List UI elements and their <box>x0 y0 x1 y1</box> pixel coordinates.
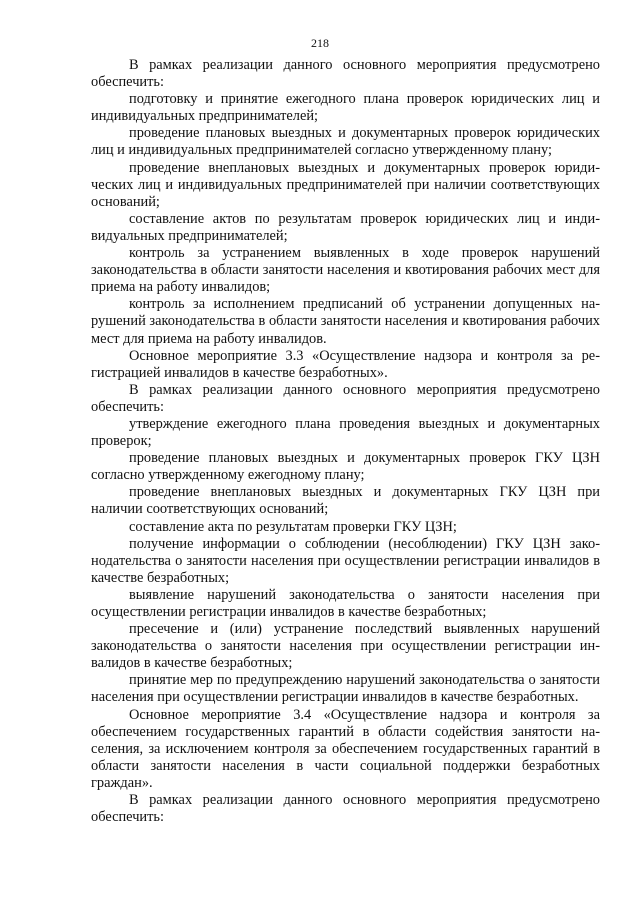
document-body <box>91 57 600 826</box>
paragraph: утверждение ежегодного плана проведения выездных и документарных проверок; <box>91 415 600 450</box>
paragraph: проведение плановых выездных и документарных проверок ГКУ ЦЗН согласно утвержденному ежегодному плану; <box>91 450 600 484</box>
paragraph: Основное мероприятие 3.3 «Осуществление надзора и контроля за регистрацией инвалидов в качестве безработных». <box>91 347 600 381</box>
paragraph: проведение внеплановых выездных и документарных проверок юридических лиц и индивидуальных предпринимателей при наличии соответствующих оснований; <box>91 159 600 210</box>
paragraph: подготовку и принятие ежегодного плана проверок юридических лиц и индивидуальных предпринимателей; <box>91 91 600 125</box>
paragraph: составление акта по результатам проверки ГКУ ЦЗН; <box>129 518 457 535</box>
paragraph: пресечение и (или) устранение последствий выявленных нарушений законодательства о занятости населения при осуществлении регистрации инвалидов в качестве безработных; <box>91 621 600 672</box>
paragraph: В рамках реализации данного основного мероприятия предусмотрено обеспечить: <box>91 381 600 415</box>
paragraph: контроль за исполнением предписаний об устранении допущенных нарушений законодательства в области занятости населения и квотирования рабочих мест для приема на работу инвалидов. <box>91 296 600 347</box>
paragraph: проведение плановых выездных и документарных проверок юридических лиц и индивидуальных предпринимателей согласно утвержденному плану; <box>91 125 600 159</box>
paragraph: проведение внеплановых выездных и документарных ГКУ ЦЗН при наличии соответствующих оснований; <box>91 484 600 518</box>
paragraph: составление актов по результатам проверок юридических лиц и индивидуальных предпринимателей; <box>91 210 600 244</box>
paragraph: принятие мер по предупреждению нарушений законодательства о занятости населения при осуществлении регистрации инвалидов в качестве безработных. <box>91 672 600 706</box>
paragraph: контроль за устранением выявленных в ходе проверок нарушений законодательства в области занятости населения и квотирования рабочих мест для приема на работу инвалидов; <box>91 245 600 296</box>
paragraph: Основное мероприятие 3.4 «Осуществление надзора и контроля за обеспечением государственных гарантий в области содействия занятости населения, за исключением контроля за обеспечением государственных гарантий в области занятости населения в части социальной поддержки безработных граждан». <box>91 706 600 791</box>
paragraph: В рамках реализации данного основного мероприятия предусмотрено обеспечить: <box>91 792 600 826</box>
page-number: 218 <box>311 36 329 50</box>
paragraph: выявление нарушений законодательства о занятости населения при осуществлении регистрации инвалидов в качестве безработных; <box>91 586 600 620</box>
paragraph: получение информации о соблюдении (несоблюдении) ГКУ ЦЗН законодательства о занятости населения при осуществлении регистрации инвалидов в качестве безработных; <box>91 535 600 586</box>
paragraph: В рамках реализации данного основного мероприятия предусмотрено обеспечить: <box>91 57 600 91</box>
